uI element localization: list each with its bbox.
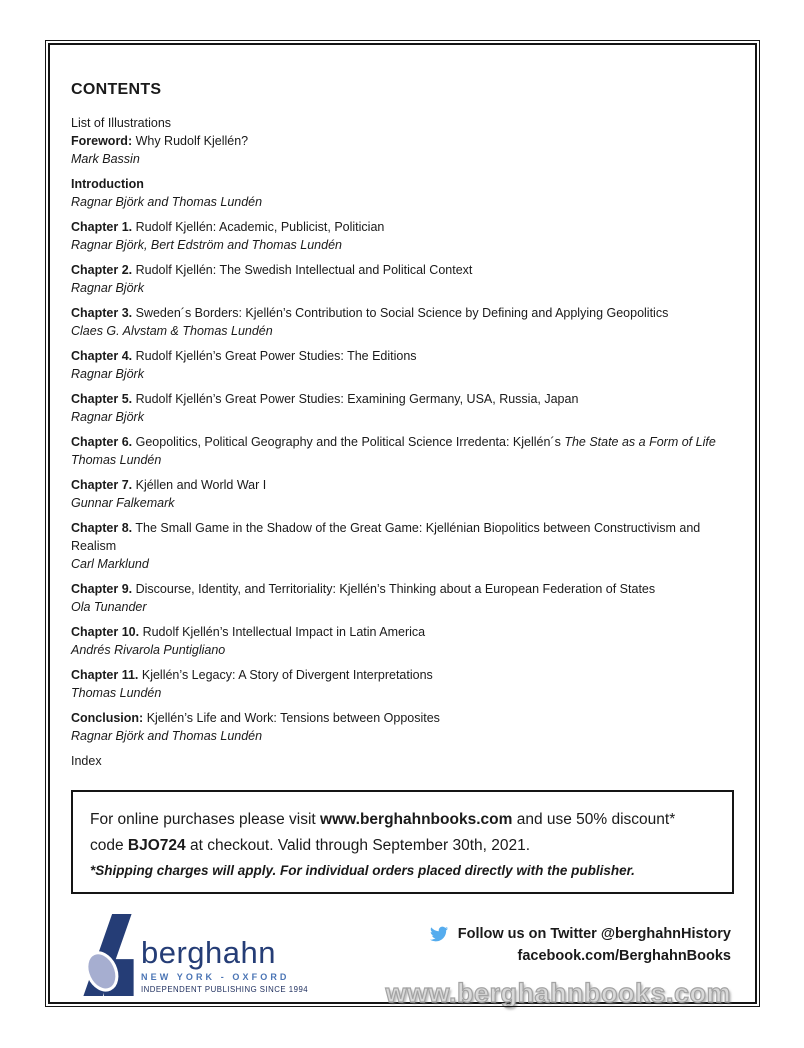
promo-line-1 <box>90 807 716 833</box>
toc-entry-label: Chapter 7. <box>71 478 133 492</box>
toc-entry-author: Ragnar Björk <box>71 281 144 295</box>
toc-entry-title-line <box>71 347 735 365</box>
toc-entry-label: Chapter 11. <box>71 668 139 682</box>
toc-entry <box>71 175 735 211</box>
toc-entry-title-line <box>71 433 735 451</box>
toc-entry-text: Why Rudolf Kjellén? <box>132 134 249 148</box>
toc-entry-label: Chapter 5. <box>71 392 133 406</box>
toc-entry-author: Ragnar Björk and Thomas Lundén <box>71 729 263 743</box>
toc-entry-author: Thomas Lundén <box>71 453 162 467</box>
toc-entry-label: Chapter 6. <box>71 435 133 449</box>
promo-line2-post: at checkout. Valid through September 30th, 2021. <box>185 837 531 854</box>
toc-entry-label: Chapter 9. <box>71 582 133 596</box>
toc-entry <box>71 304 735 340</box>
toc-entry-title-line <box>71 519 735 555</box>
toc-entry <box>71 390 735 426</box>
toc-entry <box>71 114 735 132</box>
toc-entry-author: Ragnar Björk <box>71 367 144 381</box>
promo-line1-pre: For online purchases please visit <box>90 811 321 828</box>
toc-entry <box>71 261 735 297</box>
toc-entry-text: Rudolf Kjellén’s Great Power Studies: Examining Germany, USA, Russia, Japan <box>132 392 579 406</box>
toc-entry-author: Ragnar Björk <box>71 410 144 424</box>
toc-entry <box>71 347 735 383</box>
toc-entry-label: Chapter 1. <box>71 220 133 234</box>
toc-entry-text: Discourse, Identity, and Territoriality: Kjellén’s Thinking about a European Federation of States <box>132 582 656 596</box>
social-block <box>385 925 731 1009</box>
logo-tagline: NEW YORK - OXFORD <box>141 972 290 982</box>
toc-entry-label: Chapter 2. <box>71 263 133 277</box>
toc-entry-label: Chapter 4. <box>71 349 133 363</box>
toc-entry-title-line <box>71 752 735 770</box>
toc-entry-text-italic: The State as a Form of Life <box>564 435 716 449</box>
toc-entry-author: Ragnar Björk, Bert Edström and Thomas Lundén <box>71 238 342 252</box>
toc-entry-text: List of Illustrations <box>71 116 172 130</box>
contents-heading: CONTENTS <box>71 81 162 98</box>
promo-box <box>71 790 734 894</box>
berghahn-logo <box>79 914 308 996</box>
toc-entry-title-line <box>71 390 735 408</box>
toc-entry-title-line <box>71 580 735 598</box>
toc-entry-title-line <box>71 132 735 150</box>
logo-text-block <box>141 935 309 996</box>
toc-entry-title-line <box>71 476 735 494</box>
toc-entry-author: Ragnar Björk and Thomas Lundén <box>71 195 263 209</box>
toc-entry-label: Conclusion: <box>71 711 144 725</box>
toc-entry-label: Chapter 10. <box>71 625 140 639</box>
toc-entry-text: Geopolitics, Political Geography and the Political Science Irredenta: Kjellén´s <box>132 435 565 449</box>
toc-entry-title-line <box>71 666 735 684</box>
toc-entry-title-line <box>71 304 735 322</box>
toc-entry-author: Carl Marklund <box>71 557 149 571</box>
promo-line1-post: and use 50% discount* <box>512 811 676 828</box>
flyer-page <box>48 43 757 1008</box>
table-of-contents <box>71 114 735 770</box>
twitter-bird-icon[interactable] <box>428 925 450 943</box>
toc-entry-text: Kjéllen and World War I <box>132 478 267 492</box>
toc-entry-text: Sweden´s Borders: Kjellén’s Contribution to Social Science by Defining and Applying Geopolitics <box>132 306 669 320</box>
toc-entry <box>71 132 735 168</box>
toc-entry-author: Andrés Rivarola Puntigliano <box>71 643 226 657</box>
toc-entry <box>71 666 735 702</box>
promo-website-link[interactable]: www.berghahnbooks.com <box>320 811 513 828</box>
toc-entry-text: Rudolf Kjellén: The Swedish Intellectual and Political Context <box>132 263 473 277</box>
toc-entry <box>71 623 735 659</box>
toc-entry-text: The Small Game in the Shadow of the Great Game: Kjellénian Biopolitics between Constructivism and Realism <box>71 521 701 553</box>
website-url[interactable]: www.berghahnbooks.com <box>385 978 731 1008</box>
toc-entry <box>71 218 735 254</box>
toc-entry <box>71 519 735 573</box>
toc-entry-title-line <box>71 709 735 727</box>
toc-entry-label: Chapter 3. <box>71 306 133 320</box>
toc-entry-author: Gunnar Falkemark <box>71 496 175 510</box>
promo-line-2 <box>90 833 716 859</box>
promo-line2-pre: code <box>90 837 128 854</box>
toc-entry-author: Thomas Lundén <box>71 686 162 700</box>
toc-entry-text: Rudolf Kjellén’s Intellectual Impact in Latin America <box>139 625 426 639</box>
toc-entry-text: Rudolf Kjellén’s Great Power Studies: The Editions <box>132 349 417 363</box>
toc-entry-author: Claes G. Alvstam & Thomas Lundén <box>71 324 273 338</box>
toc-entry-title-line <box>71 261 735 279</box>
promo-discount-code: BJO724 <box>127 837 186 854</box>
toc-entry <box>71 580 735 616</box>
toc-entry-title-line <box>71 175 735 193</box>
toc-entry-title-line <box>71 623 735 641</box>
logo-subline: INDEPENDENT PUBLISHING SINCE 1994 <box>141 985 309 994</box>
toc-entry-text: Kjellén’s Life and Work: Tensions between Opposites <box>143 711 440 725</box>
toc-entry-label: Introduction <box>71 177 144 191</box>
logo-wordmark: berghahn <box>141 935 277 970</box>
toc-entry-title-line <box>71 114 735 132</box>
facebook-link[interactable]: facebook.com/BerghahnBooks <box>517 948 731 964</box>
berghahn-b-icon <box>79 914 137 996</box>
footer <box>71 914 735 1009</box>
twitter-row <box>385 925 731 943</box>
toc-entry <box>71 433 735 469</box>
toc-entry-author: Mark Bassin <box>71 152 140 166</box>
toc-entry-label: Foreword: <box>71 134 133 148</box>
toc-entry-text: Index <box>71 754 102 768</box>
toc-entry <box>71 709 735 745</box>
promo-shipping-note: *Shipping charges will apply. For individual orders placed directly with the publisher. <box>90 863 635 878</box>
toc-entry <box>71 476 735 512</box>
toc-entry-author: Ola Tunander <box>71 600 147 614</box>
toc-entry-label: Chapter 8. <box>71 521 133 535</box>
toc-entry <box>71 752 735 770</box>
toc-entry-title-line <box>71 218 735 236</box>
toc-entry-text: Rudolf Kjellén: Academic, Publicist, Politician <box>132 220 385 234</box>
toc-entry-text: Kjellén’s Legacy: A Story of Divergent Interpretations <box>138 668 433 682</box>
twitter-follow-text[interactable]: Follow us on Twitter @berghahnHistory <box>457 926 731 942</box>
